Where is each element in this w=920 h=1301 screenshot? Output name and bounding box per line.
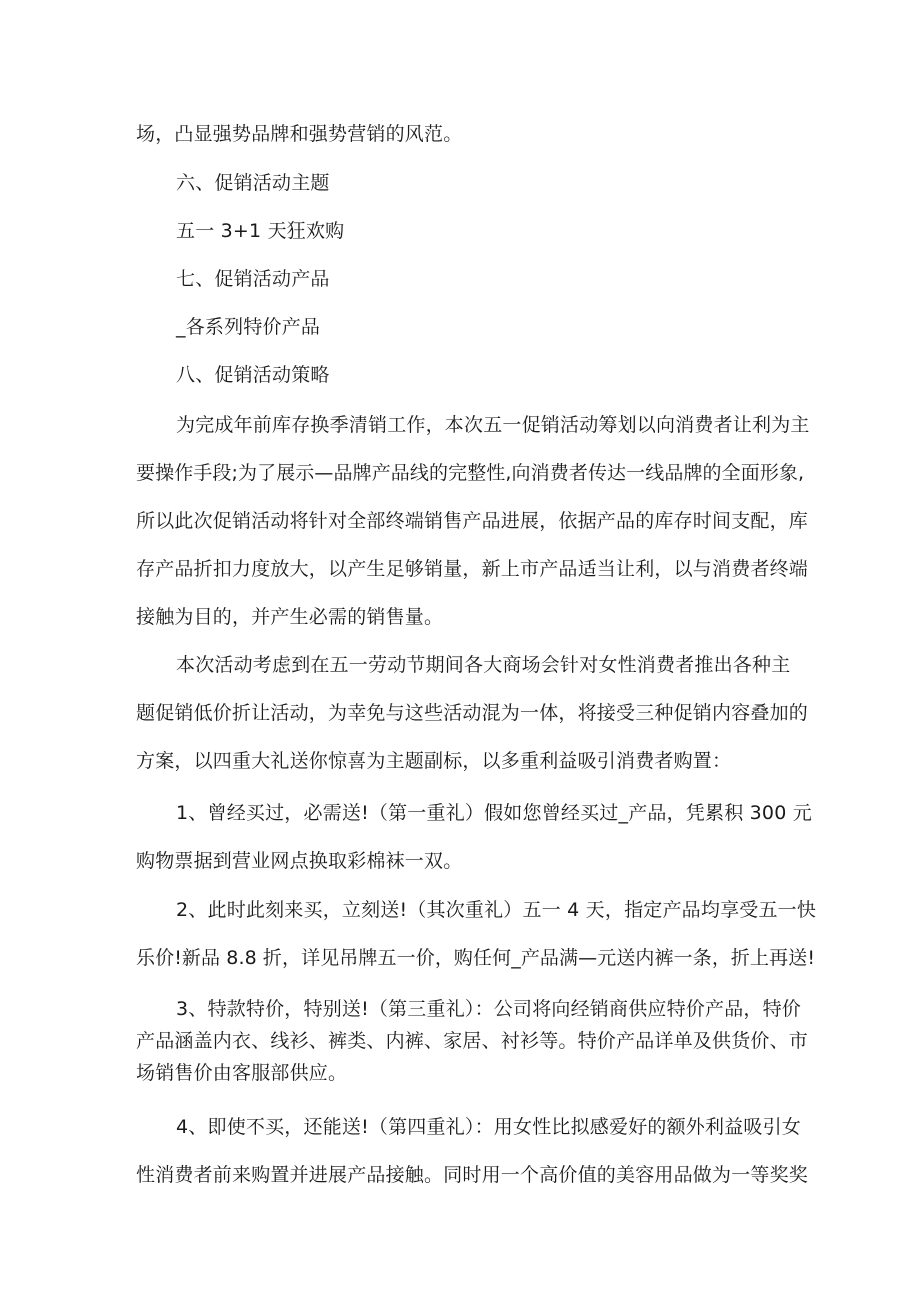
list-item-line: 场销售价由客服部供应。 [136,1062,348,1084]
section-heading: 七、促销活动产品 [176,268,330,290]
list-item-line: 3、特款特价，特别送!（第三重礼）：公司将向经销商供应特价产品，特价 [176,998,802,1020]
list-item-line: 2、此时此刻来买，立刻送!（其次重礼）五一 4 天，指定产品均享受五一快 [176,899,817,921]
paragraph-line: 所以此次促销活动将针对全部终端销售产品进展，依据产品的库存时间支配，库 [136,510,809,532]
section-heading: 八、促销活动策略 [176,364,330,386]
list-item-line: 购物票据到营业网点换取彩棉袜一双。 [136,850,463,872]
paragraph-line: 本次活动考虑到在五一劳动节期间各大商场会针对女性消费者推出各种主 [176,654,791,676]
paragraph-line: 存产品折扣力度放大，以产生足够销量，新上市产品适当让利，以与消费者终端 [136,558,809,580]
list-item-line: 乐价!新品 8.8 折，详见吊牌五一价，购任何_产品满—元送内裤一条，折上再送! [136,947,816,969]
list-item-line: 产品涵盖内衣、线衫、裤类、内裤、家居、衬衫等。特价产品详单及供货价、市 [136,1030,809,1052]
list-item-line: 1、曾经买过，必需送!（第一重礼）假如您曾经买过_产品，凭累积 300 元 [176,802,812,824]
paragraph-line: 题促销低价折让活动，为幸免与这些活动混为一体，将接受三种促销内容叠加的 [136,702,809,724]
paragraph-line: 方案，以四重大礼送你惊喜为主题副标，以多重利益吸引消费者购置： [136,750,732,772]
text-line: _各系列特价产品 [176,316,321,338]
paragraph-line: 接触为目的，并产生必需的销售量。 [136,606,444,628]
list-item-line: 性消费者前来购置并进展产品接触。同时用一个高价值的美容用品做为一等奖奖 [136,1164,809,1186]
list-item-line: 4、即使不买，还能送!（第四重礼）：用女性比拟感爱好的额外利益吸引女 [176,1116,802,1138]
text-line: 五一 3+1 天狂欢购 [176,220,345,242]
section-heading: 六、促销活动主题 [176,172,330,194]
paragraph-line: 为完成年前库存换季清销工作，本次五一促销活动筹划以向消费者让利为主 [176,414,810,436]
paragraph-line: 要操作手段;为了展示—品牌产品线的完整性,向消费者传达一线品牌的全面形象, [136,462,805,484]
text-line: 场，凸显强势品牌和强势营销的风范。 [136,123,463,145]
